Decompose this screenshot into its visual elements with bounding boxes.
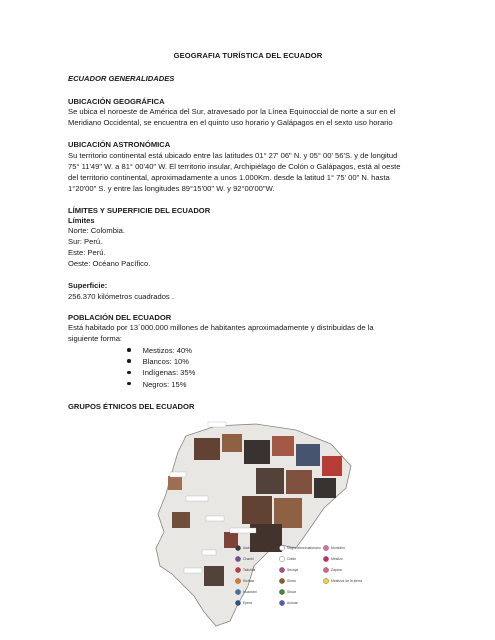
ethnic-groups-map bbox=[146, 416, 370, 629]
legend-swatch bbox=[279, 556, 284, 561]
legend-label: Mestizo bbox=[331, 557, 343, 562]
ubicacion-astronomica-heading: UBICACIÓN ASTRONÓMICA bbox=[68, 140, 171, 149]
legend-swatch bbox=[279, 589, 284, 594]
list-item: Blancos: 10% bbox=[127, 356, 195, 367]
legend-swatch bbox=[323, 556, 328, 561]
ubicacion-astronomica-line-1: Su territorio continental está ubicado entre las latitudes 01° 27' 06" N. y 05° 00' 56'S. y de longitud bbox=[68, 151, 398, 160]
limite-sur: Sur: Perú. bbox=[68, 237, 103, 246]
legend-label: Siona bbox=[287, 579, 296, 584]
legend-swatch bbox=[279, 545, 284, 550]
legend-label: Achuar bbox=[287, 601, 298, 606]
superficie-heading: Superficie: bbox=[68, 281, 108, 290]
legend-label: Huaorani bbox=[243, 590, 257, 595]
document-title: GEOGRAFIA TURÍSTICA DEL ECUADOR bbox=[173, 51, 323, 60]
bullet-icon bbox=[127, 382, 131, 386]
legend-label: Awá bbox=[243, 546, 250, 551]
ubicacion-astronomica-line-2: 75° 11'49" W. a 81° 00'40" W. El territorio insular, Archipiélago de Colón o Galápagos, está al oeste bbox=[68, 162, 401, 171]
legend-label: Shuar bbox=[287, 590, 297, 595]
legend-label: Chachi bbox=[243, 557, 254, 562]
legend-label: Montubio bbox=[331, 546, 345, 551]
legend-label: Zápara bbox=[331, 568, 342, 573]
section-generalidades-heading: ECUADOR GENERALIDADES bbox=[68, 74, 175, 83]
ubicacion-astronomica-line-4: 1°20'00" S. y entre las longitudes 89°15'00" W. y 92°00'00"W. bbox=[68, 184, 275, 193]
poblacion-line-1: Está habitado por 13´000.000 millones de habitantes aproximadamente y distribuidas de la bbox=[68, 323, 374, 332]
list-item: Negros: 15% bbox=[127, 379, 195, 390]
limites-subheading: Límites bbox=[68, 216, 95, 225]
legend-swatch bbox=[279, 567, 284, 572]
legend-swatch bbox=[279, 578, 284, 583]
legend-swatch bbox=[323, 578, 328, 583]
limite-este: Este: Perú. bbox=[68, 248, 106, 257]
legend-label: Secoya bbox=[287, 568, 299, 573]
legend-label: Mestizos de la sierra bbox=[331, 579, 363, 584]
legend-label: Kichwa bbox=[243, 579, 254, 584]
ubicacion-geografica-line-1: Se ubica el noroeste de América del Sur, atravesado por la Línea Equinoccial de norte a sur en el bbox=[68, 107, 396, 116]
poblacion-heading: POBLACIÓN DEL ECUADOR bbox=[68, 313, 172, 322]
superficie-value: 256.370 kilómetros cuadrados . bbox=[68, 292, 174, 301]
list-item: Mestizos: 40% bbox=[127, 345, 195, 356]
legend-swatch bbox=[235, 567, 240, 572]
limite-norte: Norte: Colombia. bbox=[68, 226, 125, 235]
legend-swatch bbox=[323, 567, 328, 572]
legend-label: Epera bbox=[243, 601, 253, 606]
legend-swatch bbox=[235, 578, 240, 583]
legend-swatch bbox=[323, 545, 328, 550]
legend-swatch bbox=[235, 589, 240, 594]
list-item: Indígenas: 35% bbox=[127, 367, 195, 378]
ubicacion-geografica-line-2: Meridiano Occidental, se encuentra en el quinto uso horario y Galápagos en el sexto uso horario bbox=[68, 118, 393, 127]
legend-label: Negro afroecuatoriano bbox=[287, 546, 321, 551]
bullet-icon bbox=[127, 348, 131, 352]
legend-label: Tsáchila bbox=[243, 568, 256, 573]
ubicacion-geografica-heading: UBICACIÓN GEOGRÁFICA bbox=[68, 97, 165, 106]
limites-heading: LÍMITES Y SUPERFICIE DEL ECUADOR bbox=[68, 206, 211, 215]
legend-swatch bbox=[235, 556, 240, 561]
legend-label: Cofán bbox=[287, 557, 297, 562]
legend-swatch bbox=[235, 600, 240, 605]
grupos-etnicos-heading: GRUPOS ÉTNICOS DEL ECUADOR bbox=[68, 402, 195, 411]
legend-swatch bbox=[235, 545, 240, 550]
legend-swatch bbox=[279, 600, 284, 605]
limite-oeste: Oeste: Océano Pacífico. bbox=[68, 259, 151, 268]
bullet-icon bbox=[127, 359, 131, 363]
bullet-icon bbox=[127, 371, 131, 375]
ubicacion-astronomica-line-3: del territorio continental, aproximadamente a unos 1.000Km. desde la latitud 1° 75' 00" N. hasta bbox=[68, 173, 390, 182]
poblacion-line-2: siguiente forma: bbox=[68, 334, 123, 343]
poblacion-list bbox=[127, 345, 195, 390]
